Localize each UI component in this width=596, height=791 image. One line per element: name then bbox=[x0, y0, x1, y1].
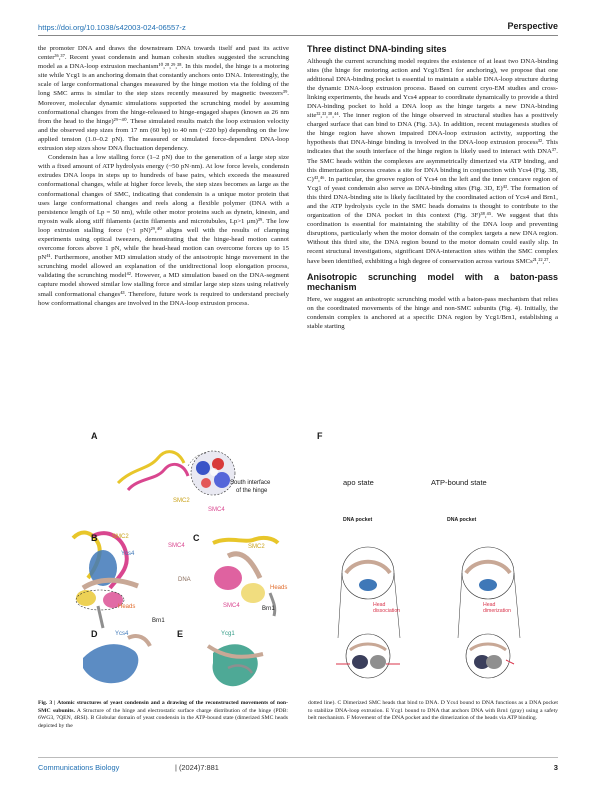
label-atp-state: ATP-bound state bbox=[431, 478, 487, 487]
panel-letter-d: D bbox=[91, 629, 98, 639]
section-heading: Three distinct DNA-binding sites bbox=[307, 44, 447, 54]
label-dna-pocket-apo: DNA pocket bbox=[343, 517, 373, 523]
section-heading: Anisotropic scrunching model with a baton-pass mechanism bbox=[307, 271, 558, 293]
paragraph: Although the current scrunching model requires the existence of at least two DNA-binding sites (the hinge for motoring action and Ycg1/Brn1 for anchoring), we propose that one additional DNA-binding pocket is essential to maintain a stable DNA-loop structure during the dynamic DNA-loop extrusion process. Based on current cryo-EM studies and cross-linking experiments, the heads and Ycs4 appear to coordinate dynamically to provide a third DNA-binding pocket to hold a DNA loop as the hinge targets a new DNA-binding site³²,³³,³⁸,⁴⁴. The inner region of the hinge observed in structural studies has a positively charged surface that can bind to DNA (Fig. 3A). In addition, recent mutagenesis studies of the hinge region have shown impaired DNA-loop extrusion activity, supporting the hypothesis that DNA-hinge binding is involved in the DNA-loop extrusion process³². This indicates that the south interface of the hinge region is likely used to interact with DNA³⁷. The SMC heads within the complexes are asymmetrically dimerized via ATP binding, and this dimerization process creates a site for DNA binding in conjunction with Ycs4 (Fig. 3B, C)⁴³,⁴⁶. In particular, the groove region of Ycs4 on the left and the inner concave region of Ycg1 of yeast condensin also serve as DNA-binding sites (Fig. 3D, E)⁴³. The formation of this third DNA-binding site is likely facilitated by the coordinated action of Ycs4 and Brn1, and the ATP hydrolysis cycle in the SMC heads domains is thought to contribute to the organization of the DNA pocket in this context (Fig. 3F)³⁸,⁴⁵. We suggest that this coordination is essential for maintaining the stability of the DNA loop and preventing disruptions, particularly when the motor domain of the complex targets a new DNA region. Without this third site, the DNA region bound to the motor domain could easily slip. In recent structural investigations, significant DNA-interaction sites within the SMC complex have been identified, exhibiting a high degree of conservation across various SMCs²¹,²²,²⁷. bbox=[307, 57, 558, 265]
section-label: Perspective bbox=[507, 21, 558, 31]
paragraph: Condensin has a low stalling force (1–2 pN) due to the generation of a large step size with a fixed amount of ATP hydrolysis energy (~50 pN·nm). At low force levels, condensin extrudes DNA loops in steps up to hundreds of base pairs, which exceeds the measured conformational changes, while at higher force levels, the step sizes becomes as large as the conformational changes of SMC, indicating that condensin is a unique motor protein that uses large conformational changes and reels along a flexible polymer (DNA with a persistence length of Lp = 50 nm), while other motor proteins such as dynein, kinesin, and myosin walk along stiff filaments (actin filaments and microtubules, Lp>1 μm)³⁹. The low loop extrusion stalling force (~1 pN)²⁹,⁴⁰ aligns well with the results of clamping experiments using optical tweezers, demonstrating that the hinge-head motion cannot overcome forces above 1 pN, while the head-head motion can overcome forces up to 15 pN⁴¹. Furthermore, another MD simulation study of the anisotropic hinge movement in the scrunching model allowed an explanation of the unidirectional loop elongation process, validating the scrunching model⁴². However, a MD simulation based on the DNA-segment capture model showed similar low stalling force and similar large step sizes using relatively small conformational changes⁴³. Therefore, future work is required to understand precisely how conformational changes are involved in the DNA-loop extrusion process. bbox=[38, 154, 289, 307]
figure-caption-left bbox=[38, 700, 288, 730]
right-text-column bbox=[307, 44, 558, 331]
panel-letter-b: B bbox=[91, 533, 98, 543]
label-of-the-hinge: of the hinge bbox=[236, 488, 268, 494]
panel-letter-a: A bbox=[91, 431, 98, 441]
label-smc4-c: SMC4 bbox=[223, 603, 240, 609]
label-smc2-c: SMC2 bbox=[248, 544, 265, 550]
label-dna-b: DNA bbox=[178, 577, 191, 583]
label-apo-state: apo state bbox=[343, 478, 374, 487]
doi-link[interactable]: https://doi.org/10.1038/s42003-024-06557-z bbox=[38, 23, 186, 32]
panel-f-schematic bbox=[300, 488, 558, 698]
label-smc4: SMC4 bbox=[208, 507, 225, 513]
paragraph: Here, we suggest an anisotropic scrunching model with a baton-pass mechanism that relies on the coordinated movements of the hinge and non-SMC subunits (Fig. 4). Initially, the condensin complex is anchored at a specific DNA region by Ycg1/Brn1, establishing a stable starting bbox=[307, 295, 558, 330]
figure-3 bbox=[38, 428, 558, 700]
figure-illustration bbox=[38, 428, 558, 700]
panel-b-globular-domain bbox=[73, 533, 138, 628]
label-smc2-b: SMC2 bbox=[112, 534, 129, 540]
caption-body-left: A Structure of the hinge and electrostatic surface charge distribution of the hinge (PDB: 6WG3, 7QEN, 4RSI). B Globular domain of yeast condensin in the ATP-bound state (dimerized SMC heads depicted by the bbox=[38, 707, 288, 729]
label-brn1-b: Brn1 bbox=[152, 618, 165, 624]
left-text-column bbox=[38, 44, 289, 308]
caption-lead: Fig. 3 | Atomic structures of yeast condensin and a drawing of the reconstructed movements of non-SMC subunits. bbox=[38, 700, 288, 714]
caption-body-right: dotted line). C Dimerized SMC heads that bind to DNA. D Ycs4 bound to DNA functions as a DNA pocket to stabilize DNA-loop extrusion. E Ycg1 bound to DNA that anchors DNA with Brn1 (gray) using a safety belt mechanism. F Movement of the DNA pocket and the dimerization of the heads via ATP binding. bbox=[308, 700, 558, 722]
panel-a-hinge-structure bbox=[118, 451, 235, 495]
footer-journal[interactable]: Communications Biology bbox=[38, 763, 120, 772]
label-head-dissociation: Head dissociation bbox=[373, 602, 401, 614]
label-south-interface: South interface bbox=[230, 480, 271, 486]
label-dna-pocket-atp: DNA pocket bbox=[447, 517, 477, 523]
label-ycs4-b: Ycs4 bbox=[121, 551, 135, 557]
label-heads-b: Heads bbox=[118, 604, 136, 610]
label-brn1-c: Brn1 bbox=[262, 606, 275, 612]
label-ycs4-d: Ycs4 bbox=[115, 631, 129, 637]
footer-year: | (2024)7:881 bbox=[175, 763, 219, 772]
panel-d-ycs4-dna bbox=[83, 636, 150, 683]
panel-letter-f: F bbox=[317, 431, 323, 441]
panel-letter-c: C bbox=[193, 533, 200, 543]
label-ycg1-e: Ycg1 bbox=[221, 631, 235, 637]
label-smc4-b: SMC4 bbox=[168, 543, 185, 549]
figure-caption-right bbox=[308, 700, 558, 723]
panel-e-ycg1-dna bbox=[208, 644, 263, 686]
header-divider bbox=[38, 35, 558, 36]
paragraph: the promoter DNA and draws the downstream DNA towards itself and past its active center³⁶,³⁷. Recent yeast condensin and human cohesin studies suggested the scrunching model as a DNA-loop extrusion mechanism¹⁰,²⁸,²⁹,³⁸. In this model, the hinge is a motoring site while Ycg1 is an anchoring domain that constantly anchors onto DNA. Interestingly, the scale of large conformational changes measured by the hinge motion via the folding of the long SMC arms is similar to the step sizes recently measured by magnetic tweezers³⁹. Moreover, molecular dynamic simulations supported the scrunching model by assuming conformational changes from the hinge-released to hinge-engaged shapes (known as 26 nm from the head to the hinge)²⁹⁻⁴⁰. These simulated results match the loop extrusion velocity and the observed step sizes from 17 nm (60 bp) to 40 nm (~220 bp) depending on the low applied tension (1.0–0.2 pN). The measured or simulated force-dependent DNA-loop extrusion step sizes show DNA fluctuation dependency. bbox=[38, 45, 289, 153]
label-smc2: SMC2 bbox=[173, 498, 190, 504]
footer-divider bbox=[38, 757, 558, 758]
panel-letter-e: E bbox=[177, 629, 184, 639]
label-heads-c: Heads bbox=[270, 585, 288, 591]
label-head-dimerization: Head dimerization bbox=[483, 602, 511, 614]
page-number: 3 bbox=[553, 763, 558, 772]
